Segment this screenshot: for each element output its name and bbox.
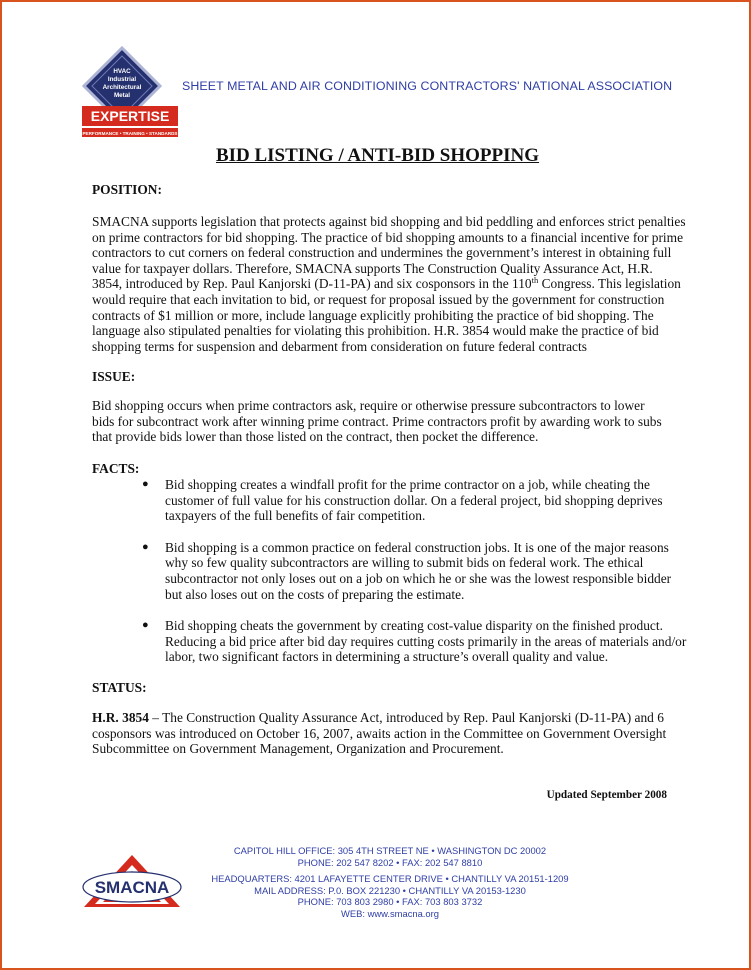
fact-line: labor, two significant factors in determining a structure’s overall quality and value. [165, 649, 609, 665]
association-name: SHEET METAL AND AIR CONDITIONING CONTRACTORS' NATIONAL ASSOCIATION [182, 79, 673, 93]
issue-paragraph [92, 398, 692, 445]
updated-date: Updated September 2008 [546, 789, 667, 801]
status-heading: STATUS: [92, 680, 147, 695]
position-line-text: 3854, introduced by Rep. Paul Kanjorski (D-11-PA) and six cosponsors in the 110 [92, 276, 532, 292]
fact-line: Bid shopping creates a windfall profit for the prime contractor on a job, while cheating the [165, 477, 650, 492]
fact-line: customer of full value for his construction dollar. On a federal project, bid shopping deprives [165, 492, 663, 508]
status-paragraph [92, 710, 692, 757]
fact-item [142, 540, 702, 602]
issue-line: that provide bids lower than those listed on the contract, then pocket the difference. [92, 429, 539, 445]
footer-contact [190, 845, 590, 919]
position-line: contractors to cut corners on federal construction and undermines the government’s interest in obtaining full [92, 245, 672, 261]
logo-line-architectural: Architectural [102, 84, 142, 91]
status-line: cosponsors was introduced on October 16, 2007, awaits action in the Committee on Government Oversight [92, 725, 667, 741]
position-line: shopping terms for suspension and debarment from consideration on future federal contracts [92, 338, 587, 354]
website-link[interactable]: WEB: www.smacna.org [341, 907, 439, 919]
facts-list [142, 477, 702, 681]
position-line: on prime contractors for bid shopping. The practice of bid shopping amounts to a financial incentive for prime [92, 229, 684, 245]
logo-tagline: PERFORMANCE • TRAINING • STANDARDS [82, 131, 178, 136]
issue-heading: ISSUE: [92, 369, 136, 384]
position-line-text: Congress. This legislation [538, 276, 681, 292]
fact-line: taxpayers of the full benefits of fair competition. [165, 508, 426, 524]
position-line: value for taxpayer dollars. Therefore, SMACNA supports The Construction Quality Assurance Act, H.R. [92, 260, 653, 276]
bill-number: H.R. 3854 [92, 710, 149, 725]
position-heading: POSITION: [92, 182, 162, 197]
position-line: language also stipulated penalties for violating this prohibition. H.R. 3854 would make the practice of bid [92, 323, 659, 339]
headquarters-address: HEADQUARTERS: 4201 LAFAYETTE CENTER DRIVE • CHANTILLY VA 20151-1209 [211, 873, 569, 884]
capitol-office-address: CAPITOL HILL OFFICE: 305 4TH STREET NE • WASHINGTON DC 20002 [233, 845, 547, 856]
smacna-logo [81, 853, 183, 915]
position-line: SMACNA supports legislation that protects against bid shopping and bid peddling and enforces strict penalties [92, 214, 686, 229]
position-paragraph [92, 214, 692, 354]
fact-line: Bid shopping cheats the government by creating cost-value disparity on the finished product. [165, 618, 663, 634]
fact-line: but also loses out on the costs of preparing the estimate. [165, 586, 465, 602]
status-line [92, 710, 692, 726]
position-line: contracts of $1 million or more, include language explicitly prohibiting the practice of bid shopping. The [92, 307, 654, 323]
headquarters-phone: PHONE: 703 803 2980 • FAX: 703 803 3732 [297, 896, 483, 907]
position-line: would require that each invitation to bid, or request for proposal issued by the government for construction [92, 291, 665, 307]
logo-line-hvac: HVAC [113, 68, 131, 75]
fact-item [142, 477, 702, 524]
logo-line-industrial: Industrial [107, 76, 137, 83]
fact-item [142, 618, 702, 665]
document-title: BID LISTING / ANTI-BID SHOPPING [215, 145, 540, 166]
logo-expertise-banner: EXPERTISE [90, 108, 170, 124]
fact-line: subcontractor not only loses out on a job on which he or she was the lowest responsible bidder [165, 570, 672, 586]
ordinal-superscript: th [531, 275, 539, 286]
status-line: Subcommittee on Government Management, Organization and Procurement. [92, 741, 504, 757]
issue-line: bids for subcontract work after winning prime contract. Prime contractors profit by awarding work to subs [92, 413, 662, 429]
fact-line: Bid shopping is a common practice on federal construction jobs. It is one of the major reasons [165, 539, 669, 555]
hvac-expertise-logo [82, 46, 178, 138]
status-line-text: – The Construction Quality Assurance Act, introduced by Rep. Paul Kanjorski (D-11-PA) and 6 [148, 710, 664, 725]
capitol-office-phone: PHONE: 202 547 8202 • FAX: 202 547 8810 [297, 856, 483, 868]
bullet-icon: ● [142, 619, 149, 632]
smacna-logo-text: SMACNA [94, 878, 170, 897]
issue-line: Bid shopping occurs when prime contractors ask, require or otherwise pressure subcontractors to lower [92, 398, 645, 413]
bullet-icon: ● [142, 540, 149, 553]
position-line [92, 276, 692, 292]
fact-line: Reducing a bid price after bid day requires cutting costs primarily in the areas of materials and/or [165, 633, 687, 649]
mail-address: MAIL ADDRESS: P.0. BOX 221230 • CHANTILLY VA 20153-1230 [254, 884, 526, 896]
facts-heading: FACTS: [92, 461, 140, 476]
logo-line-metal: Metal [113, 92, 131, 99]
fact-line: why so few quality subcontractors are willing to submit bids on federal work. The ethical [165, 555, 644, 571]
bullet-icon: ● [142, 478, 149, 490]
